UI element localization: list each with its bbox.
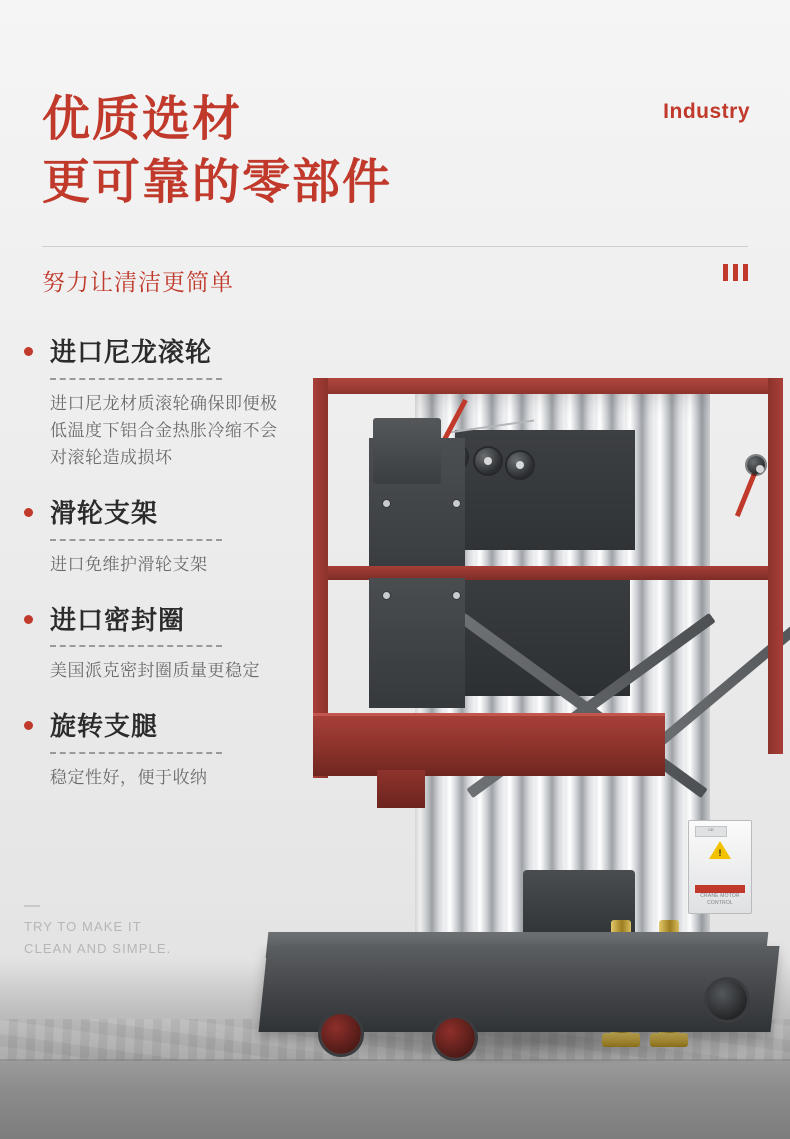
feature-item — [24, 497, 324, 578]
feature-description: 进口免维护滑轮支架 — [50, 554, 208, 574]
caster-wheel — [707, 980, 747, 1020]
brand-logo: Industry — [663, 100, 750, 123]
bolt-icon — [383, 500, 390, 507]
feature-dashed-rule — [50, 752, 222, 754]
bullet-dot-icon — [24, 721, 33, 730]
feature-title: 进口密封圈 — [50, 604, 186, 635]
feature-dashed-rule — [50, 645, 222, 647]
feature-dashed-rule — [50, 378, 222, 380]
outrigger-pad — [602, 1033, 640, 1047]
caster-wheel — [321, 1014, 361, 1054]
platform-support — [377, 770, 425, 808]
feature-item — [24, 710, 324, 791]
footnote-tick-icon — [24, 905, 40, 907]
page-title — [42, 88, 392, 215]
decorative-bars-icon — [723, 264, 748, 281]
feature-title: 进口尼龙滚轮 — [50, 337, 213, 367]
subtitle: 努力让清洁更简单 — [42, 269, 234, 295]
feature-description: 稳定性好，便于收纳 — [50, 767, 208, 787]
certification-sticker: CE — [695, 826, 727, 837]
footnote-line-1: TRY TO MAKE IT — [24, 918, 142, 934]
control-panel — [688, 820, 752, 914]
warning-exclamation: ! — [718, 848, 722, 858]
work-platform — [313, 713, 665, 776]
caster-wheel — [435, 1018, 475, 1058]
feature-list — [24, 336, 324, 817]
cage-right-post — [768, 378, 783, 754]
header-divider — [42, 246, 748, 247]
control-box — [373, 418, 441, 484]
feature-description: 进口尼龙材质滚轮确保即便极低温度下铝合金热胀冷缩不会对滚轮造成损坏 — [50, 393, 278, 467]
feature-dashed-rule — [50, 539, 222, 541]
bullet-dot-icon — [24, 347, 33, 356]
cage-top-rail — [313, 378, 783, 394]
feature-item — [24, 336, 324, 471]
feature-title: 旋转支腿 — [50, 711, 159, 742]
guard-rail-cage — [313, 378, 783, 778]
feature-item — [24, 604, 324, 685]
panel-red-strip — [695, 885, 745, 893]
headline-line-1: 优质选材 — [42, 93, 243, 146]
feature-title: 滑轮支架 — [50, 498, 159, 529]
bolt-icon — [383, 592, 390, 599]
footnote-line-2: CLEAN AND SIMPLE. — [24, 941, 172, 957]
panel-label: CRANE MOTOR CONTROL — [700, 893, 740, 906]
headline-line-2: 更可靠的零部件 — [42, 156, 393, 210]
product-image — [255, 370, 790, 1090]
bullet-dot-icon — [24, 508, 33, 517]
outrigger-pad — [650, 1033, 688, 1047]
footnote — [24, 905, 171, 962]
bolt-icon — [453, 500, 460, 507]
bullet-dot-icon — [24, 615, 33, 624]
bolt-icon — [453, 592, 460, 599]
feature-description: 美国派克密封圈质量更稳定 — [50, 661, 260, 681]
